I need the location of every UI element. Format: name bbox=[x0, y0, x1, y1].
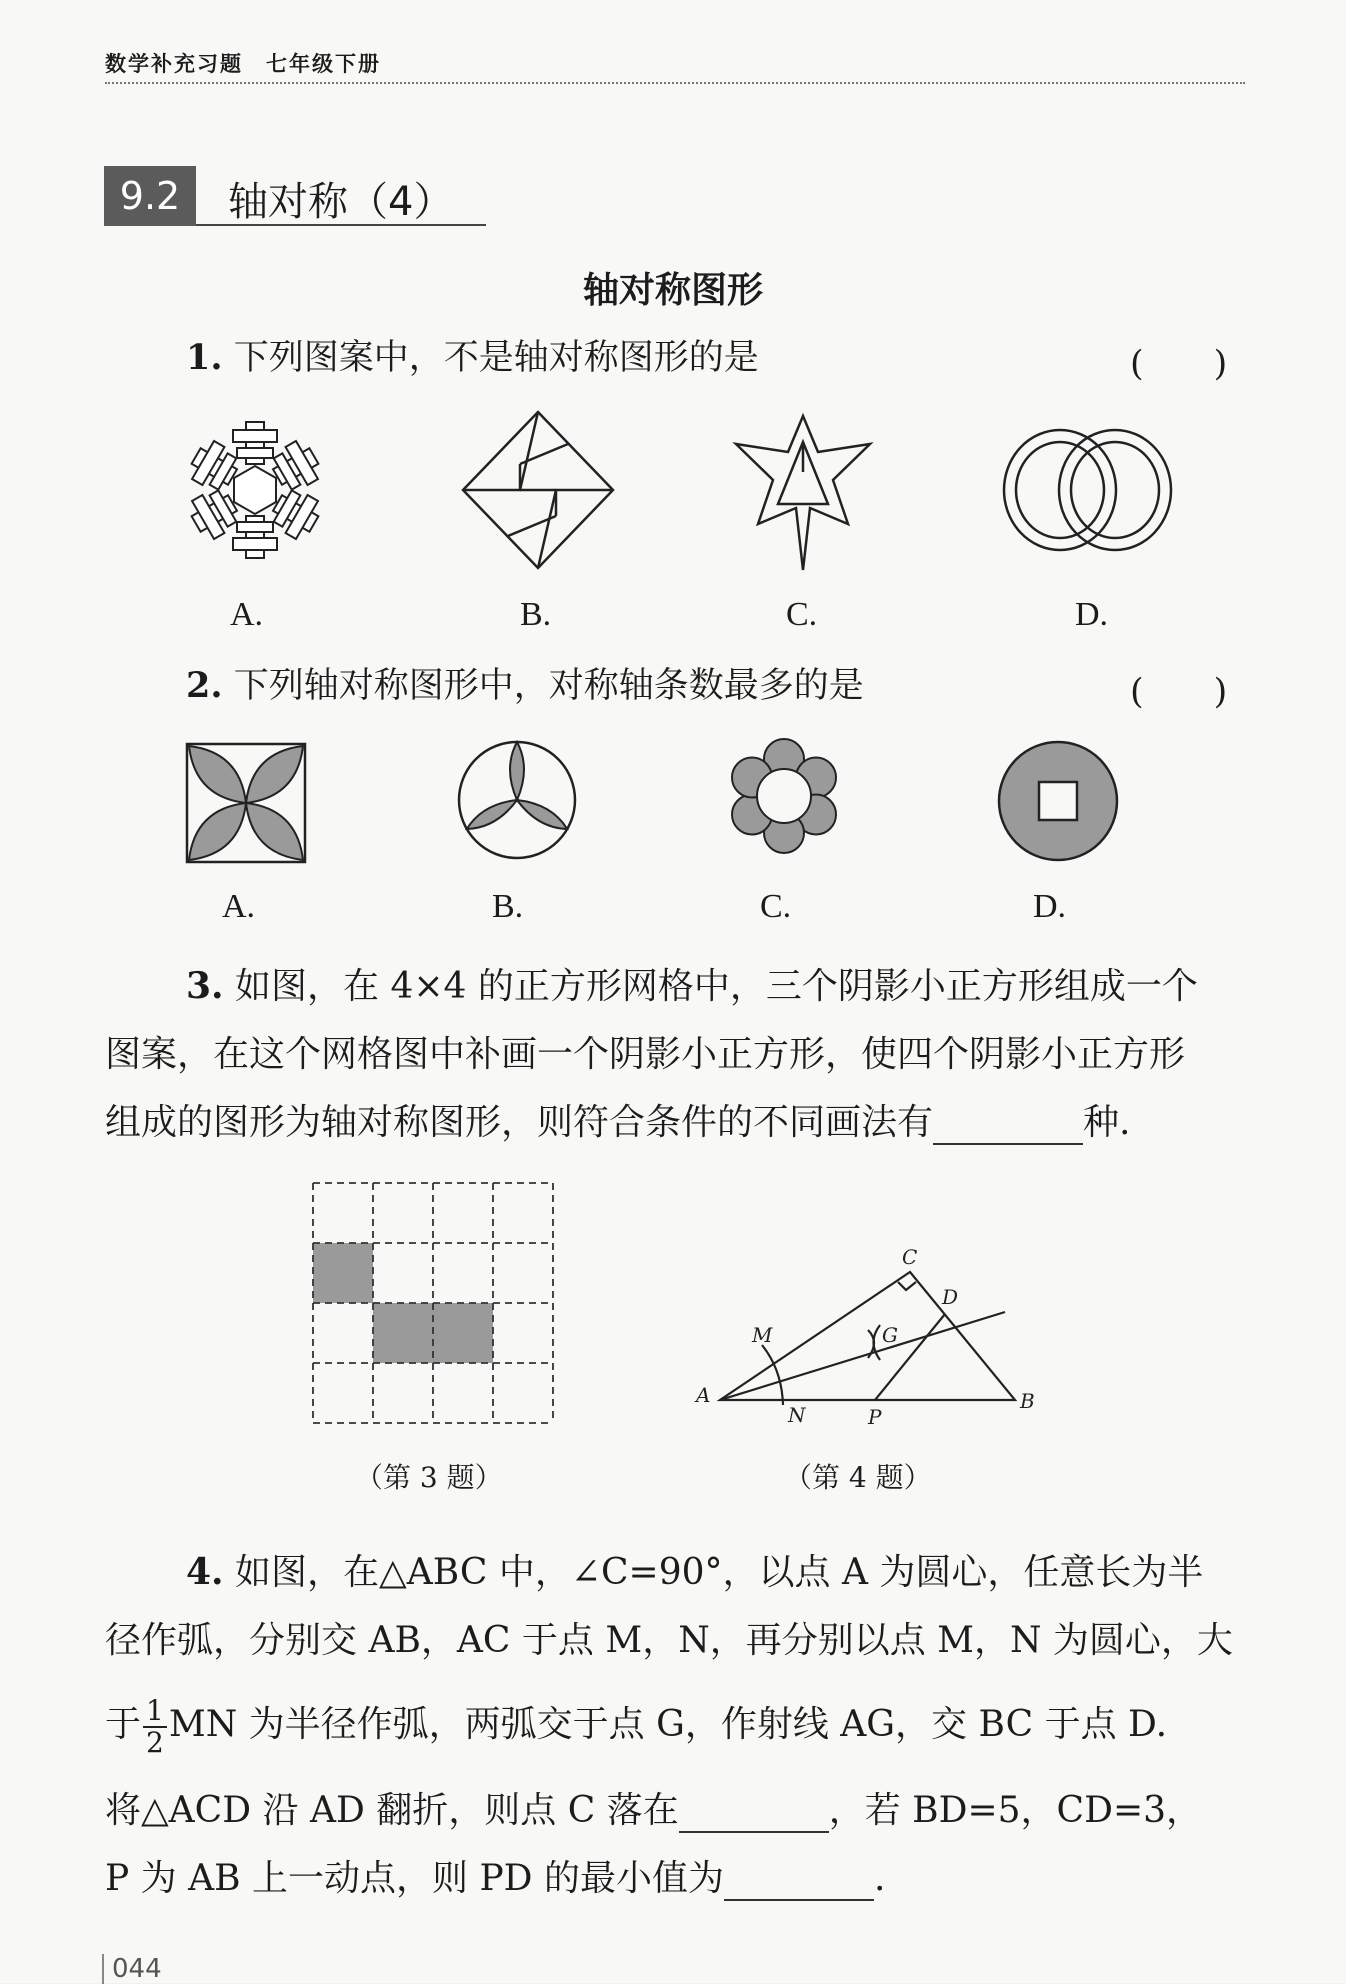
q1-number: 1. bbox=[186, 337, 223, 378]
q3-grid-figure bbox=[313, 1183, 553, 1423]
q3-line-1 bbox=[186, 958, 1198, 1009]
q2-text: 下列轴对称图形中，对称轴条数最多的是 bbox=[233, 666, 864, 706]
q3-text-3b: 种. bbox=[1083, 1102, 1131, 1143]
q4-text-5a: P 为 AB 上一动点，则 PD 的最小值为 bbox=[105, 1858, 724, 1899]
q2-stem bbox=[186, 666, 864, 706]
subheading: 轴对称图形 bbox=[582, 270, 763, 311]
q1-option-b: B. bbox=[520, 596, 552, 633]
q2-option-a: A. bbox=[222, 888, 256, 925]
q4-text-4a: 将△ACD 沿 AD 翻折，则点 C 落在 bbox=[105, 1790, 679, 1831]
q2-option-b: B. bbox=[492, 888, 524, 925]
q1-stem bbox=[186, 338, 759, 378]
q4-answer-blank-1[interactable] bbox=[679, 1801, 829, 1833]
q4-label-g: G bbox=[882, 1323, 898, 1347]
q4-label-m: M bbox=[752, 1323, 773, 1347]
q4-caption: （第 4 题） bbox=[784, 1461, 932, 1494]
q4-label-p: P bbox=[868, 1405, 882, 1429]
q2-figure-c-flower bbox=[724, 736, 844, 856]
q3-line-2: 图案，在这个网格图中补画一个阴影小正方形，使四个阴影小正方形 bbox=[105, 1034, 1186, 1075]
q4-line-5 bbox=[105, 1850, 885, 1901]
q4-text-4b: ，若 BD=5，CD=3， bbox=[828, 1790, 1203, 1831]
q4-text-3a: 于 bbox=[105, 1704, 142, 1745]
q1-option-d: D. bbox=[1075, 596, 1109, 633]
q3-text-1: 如图，在 4×4 的正方形网格中，三个阴影小正方形组成一个 bbox=[235, 966, 1198, 1007]
q1-figure-a-snowflake bbox=[180, 410, 330, 570]
q4-number: 4. bbox=[186, 1551, 224, 1593]
q1-text: 下列图案中，不是轴对称图形的是 bbox=[233, 338, 759, 378]
q3-text-3a: 组成的图形为轴对称图形，则符合条件的不同画法有 bbox=[105, 1102, 934, 1143]
page-number: 044 bbox=[112, 1954, 162, 1984]
q2-figure-a-square-petals bbox=[185, 742, 307, 864]
q1-figure-d-rings bbox=[1000, 425, 1175, 555]
q4-fraction-numerator: 1 bbox=[143, 1696, 167, 1728]
q4-text-3b: MN 为半径作弧，两弧交于点 G，作射线 AG，交 BC 于点 D. bbox=[168, 1704, 1168, 1745]
q1-option-a: A. bbox=[230, 596, 264, 633]
q4-label-n: N bbox=[788, 1403, 806, 1427]
footer-bar bbox=[102, 1954, 104, 1984]
header-rule bbox=[105, 82, 1245, 84]
q4-triangle-figure bbox=[690, 1230, 1050, 1430]
q4-text-5b: . bbox=[873, 1858, 886, 1899]
q4-label-a: A bbox=[696, 1383, 711, 1407]
q3-answer-blank[interactable] bbox=[933, 1113, 1083, 1145]
q4-answer-blank-2[interactable] bbox=[724, 1869, 874, 1901]
section-number: 9.2 bbox=[104, 166, 196, 226]
q1-figure-c-star bbox=[728, 412, 878, 572]
section-title: 轴对称（4） bbox=[228, 179, 454, 225]
q4-label-c: C bbox=[902, 1245, 918, 1269]
q2-figure-d-coin bbox=[995, 738, 1121, 864]
q2-figure-b-circle-petals bbox=[455, 738, 579, 862]
q2-answer-paren: ( ) bbox=[1130, 672, 1228, 712]
q2-number: 2. bbox=[186, 665, 223, 706]
q4-fraction-denominator: 2 bbox=[146, 1726, 164, 1759]
q2-option-c: C. bbox=[760, 888, 792, 925]
q4-line-2: 径作弧，分别交 AB，AC 于点 M，N，再分别以点 M，N 为圆心，大 bbox=[105, 1620, 1233, 1661]
q3-line-3 bbox=[105, 1094, 1130, 1145]
running-header: 数学补充习题 七年级下册 bbox=[105, 52, 381, 76]
q1-figure-b-pinwheel bbox=[458, 410, 618, 570]
q1-option-c: C. bbox=[786, 596, 818, 633]
q4-line-4 bbox=[105, 1782, 1202, 1833]
q4-label-b: B bbox=[1020, 1389, 1035, 1413]
q1-answer-paren: ( ) bbox=[1130, 344, 1228, 384]
q2-option-d: D. bbox=[1033, 888, 1067, 925]
section-rule bbox=[196, 224, 486, 226]
q4-line-1 bbox=[186, 1544, 1203, 1595]
q4-line-3 bbox=[105, 1696, 1167, 1758]
q4-label-d: D bbox=[942, 1285, 959, 1309]
q4-fraction-one-half bbox=[143, 1696, 167, 1758]
q3-caption: （第 3 题） bbox=[355, 1461, 503, 1494]
q3-number: 3. bbox=[186, 965, 224, 1007]
q4-text-1: 如图，在△ABC 中，∠C=90°，以点 A 为圆心，任意长为半 bbox=[235, 1552, 1204, 1593]
